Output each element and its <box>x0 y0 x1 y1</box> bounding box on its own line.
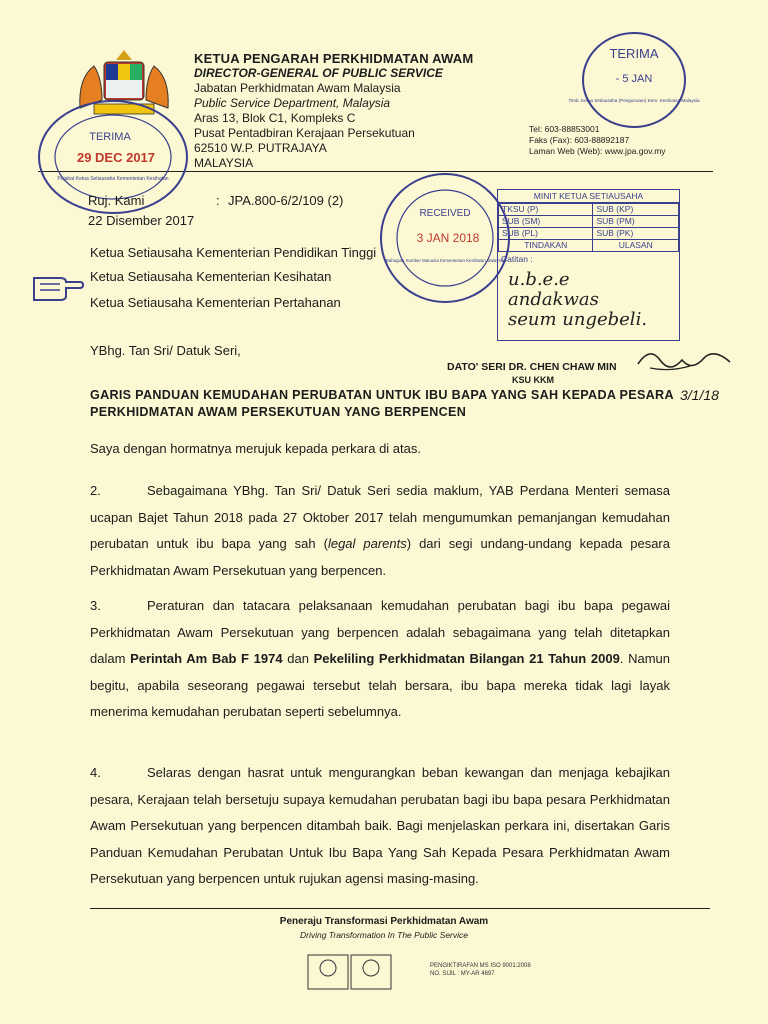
salutation: YBhg. Tan Sri/ Datuk Seri, <box>90 343 241 358</box>
minit-tindakan: TINDAKAN <box>499 240 593 252</box>
address-line-4: MALAYSIA <box>194 156 254 170</box>
fax: Faks (Fax): 603-88892187 <box>529 135 630 145</box>
letter-date: 22 Disember 2017 <box>88 213 195 228</box>
paragraph-4 <box>90 760 670 893</box>
paragraph-text: Peraturan dan tatacara pelaksanaan kemudahan perubatan bagi ibu bapa pegawai Perkhidmatan Awam Persekutuan yang berpencen adalah sebagaimana yang telah ditetapkan dalam <box>90 598 670 667</box>
minit-cell: SUB (KP) <box>593 204 679 216</box>
minit-row <box>499 204 679 216</box>
signature-date: 3/1/18 <box>680 387 719 403</box>
terima-left-title: TERIMA <box>89 131 131 143</box>
minit-cell: SUB (PK) <box>593 228 679 240</box>
paragraph-text: Sebagaimana YBhg. Tan Sri/ Datuk Seri sedia maklum, YAB Perdana Menteri semasa ucapan Bajet Tahun 2018 pada 27 Oktober 2017 telah mengumumkan pemanjangan kemudahan perubatan untuk ibu bapa yang sah ( <box>90 483 670 552</box>
received-title: RECEIVED <box>419 208 471 219</box>
paragraph-text: ) dari segi undang-undang kepada pesara Perkhidmatan Awam Persekutuan yang berpencen. <box>90 536 670 578</box>
handwriting-line: andakwas <box>508 289 599 310</box>
terima-left-text: Pejabat Ketua Setiausaha Kementerian Kesihatan <box>57 176 169 182</box>
signature-title: KSU KKM <box>512 375 554 385</box>
address-line-3: 62510 W.P. PUTRAJAYA <box>194 141 327 155</box>
handwriting-line: u.b.e.e <box>508 269 570 290</box>
signature-name: DATO' SERI DR. CHEN CHAW MIN <box>447 361 617 373</box>
terima-stamp-top-right <box>568 30 700 130</box>
tel: Tel: 603-88853001 <box>529 124 600 134</box>
handwritten-signature <box>630 342 740 382</box>
minit-header: MINIT KETUA SETIAUSAHA <box>498 190 679 203</box>
paragraph-3 <box>90 593 670 726</box>
paragraph-number: 3. <box>90 598 101 613</box>
received-text: Bahagian Sumber Manusia Kementerian Kesihatan Malaysia <box>385 258 505 263</box>
footer-slogan: Peneraju Transformasi Perkhidmatan Awam <box>279 916 489 927</box>
footer-divider <box>90 908 710 909</box>
handwritten-note <box>508 270 647 330</box>
letterhead <box>194 51 473 171</box>
received-date: 3 JAN 2018 <box>416 231 480 245</box>
terima-left-date: 29 DEC 2017 <box>76 150 156 165</box>
cert-line: NO. SIJIL : MY-AR 4697 <box>430 971 495 977</box>
pointing-hand-icon <box>30 270 84 302</box>
paragraph-intro: Saya dengan hormatnya merujuk kepada perkara di atas. <box>90 441 421 456</box>
paragraph-italic: legal parents <box>327 536 407 552</box>
terima-title: TERIMA <box>609 46 659 61</box>
org-name-malay: KETUA PENGARAH PERKHIDMATAN AWAM <box>194 51 474 66</box>
minit-ulasan: ULASAN <box>593 240 679 252</box>
minit-catitan: Catitan : <box>501 254 533 264</box>
minit-row <box>499 228 679 240</box>
paragraph-text: Selaras dengan hasrat untuk mengurangkan beban kewangan dan menjaga kebajikan pesara, Kerajaan telah bersetuju supaya kemudahan perubatan bagi ibu bapa pesara Perkhidmatan Awam Persekutuan yang berpencen ditambah baik. Bagi menjelaskan perkara ini, disertakan Garis Panduan Kemudahan Perubatan Untuk Ibu Bapa Yang Sah Kepada Pesara Perkhidmatan Awam Persekutuan yang berpencen untuk rujukan agensi masing-masing. <box>90 765 670 887</box>
paragraph-number: 2. <box>90 483 101 498</box>
cert-line: PENGIKTIRAFAN MS ISO 9001:2008 <box>430 963 531 969</box>
minit-cell: SUB (PL) <box>499 228 593 240</box>
dept-name-english: Public Service Department, Malaysia <box>194 96 391 110</box>
reference-colon: : <box>216 193 220 208</box>
recipient-line: Ketua Setiausaha Kementerian Kesihatan <box>90 269 332 284</box>
minit-cell: SUB (SM) <box>499 216 593 228</box>
paragraph-bold: Pekeliling Perkhidmatan Bilangan 21 Tahun 2009 <box>313 651 620 667</box>
handwriting-line: seum ungebeli. <box>508 309 648 330</box>
address-line-1: Aras 13, Blok C1, Kompleks C <box>194 111 356 125</box>
paragraph-2 <box>90 478 670 584</box>
recipient-line: Ketua Setiausaha Kementerian Pendidikan Tinggi <box>90 245 377 260</box>
dept-name-malay: Jabatan Perkhidmatan Awam Malaysia <box>194 81 401 95</box>
minit-cell: SUB (PM) <box>593 216 679 228</box>
org-name-english: DIRECTOR-GENERAL OF PUBLIC SERVICE <box>194 66 443 80</box>
letter-subject: GARIS PANDUAN KEMUDAHAN PERUBATAN UNTUK IBU BAPA YANG SAH KEPADA PESARA PERKHIDMATAN AWAM PERSEKUTUAN YANG BERPENCEN <box>90 388 674 419</box>
iso-certification-logo <box>307 954 431 990</box>
reference-line <box>88 193 344 208</box>
footer-slogan-english: Driving Transformation In The Public Service <box>299 930 469 940</box>
certification-text <box>430 962 531 978</box>
paragraph-text: . Namun begitu, apabila seseorang pegawai tersebut telah bersara, ibu bapa mereka tidak lagi layak menerima kemudahan perubatan seperti sebelumnya. <box>90 651 670 720</box>
minit-row <box>499 240 679 252</box>
paragraph-number: 4. <box>90 765 101 780</box>
minit-table <box>498 203 679 252</box>
address-line-2: Pusat Pentadbiran Kerajaan Persekutuan <box>194 126 415 140</box>
recipient-line: Ketua Setiausaha Kementerian Pertahanan <box>90 295 341 310</box>
reference-label: Ruj. Kami <box>88 193 145 208</box>
reference-value: JPA.800-6/2/109 (2) <box>228 193 344 208</box>
website: Laman Web (Web): www.jpa.gov.my <box>529 146 666 156</box>
terima-text: Timb. Ketua Setiausaha (Pengurusan) Kem. Kesihatan Malaysia <box>568 98 700 103</box>
minit-row <box>499 216 679 228</box>
terima-date: - 5 JAN <box>615 73 653 85</box>
minit-cell: TKSU (P) <box>499 204 593 216</box>
paragraph-bold: Perintah Am Bab F 1974 <box>130 651 283 667</box>
paragraph-text: dan <box>282 651 314 667</box>
